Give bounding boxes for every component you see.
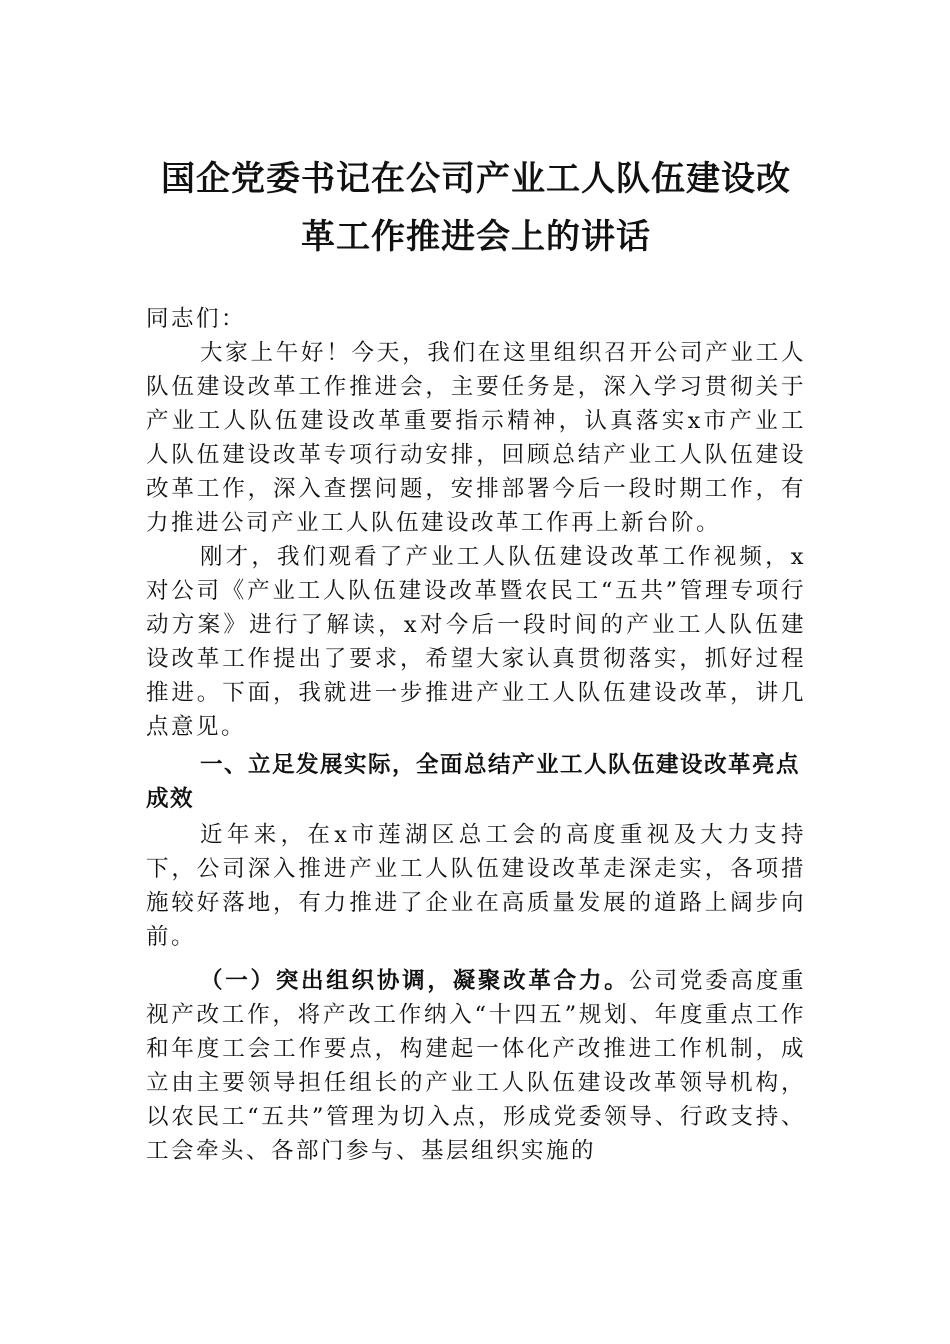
paragraph-review: 刚才，我们观看了产业工人队伍建设改革工作视频，x对公司《产业工人队伍建设改革暨农民工“五共”管理专项行动方案》进行了解读，x对今后一段时间的产业工人队伍建设改革工作提出了要求，希望大家认真贯彻落实，抓好过程推进。下面，我就进一步推进产业工人队伍建设改革，讲几点意见。 bbox=[146, 544, 806, 740]
title-line-1: 国企党委书记在公司产业工人队伍建设改 bbox=[161, 159, 791, 199]
paragraph-section-1-intro: 近年来，在x市莲湖区总工会的高度重视及大力支持下，公司深入推进产业工人队伍建设改革走深走实，各项措施较好落地，有力推进了企业在高质量发展的道路上阔步向前。 bbox=[146, 822, 806, 950]
salutation: 同志们： bbox=[146, 306, 247, 332]
document-title bbox=[146, 150, 806, 266]
subsection-heading-1: （一）突出组织协调，凝聚改革合力。 bbox=[200, 968, 630, 994]
section-heading-1: 一、立足发展实际，全面总结产业工人队伍建设改革亮点成效 bbox=[146, 752, 801, 812]
paragraph-subsection-1 bbox=[146, 964, 806, 1168]
document-page bbox=[146, 150, 806, 1168]
title-line-2: 革工作推进会上的讲话 bbox=[301, 217, 651, 257]
paragraph-opening: 大家上午好！今天，我们在这里组织召开公司产业工人队伍建设改革工作推进会，主要任务是，深入学习贯彻关于产业工人队伍建设改革重要指示精神，认真落实x市产业工人队伍建设改革专项行动安排，回顾总结产业工人队伍建设改革工作，深入查摆问题，安排部署今后一段时期工作，有力推进公司产业工人队伍建设改革工作再上新台阶。 bbox=[146, 340, 806, 536]
subsection-1-body: 公司党委高度重视产改工作，将产改工作纳入“十四五”规划、年度重点工作和年度工会工作要点，构建起一体化产改推进工作机制，成立由主要领导担任组长的产业工人队伍建设改革领导机构，以农民工“五共”管理为切入点，形成党委领导、行政支持、工会牵头、各部门参与、基层组织实施的 bbox=[146, 968, 806, 1164]
document-body bbox=[146, 302, 806, 1168]
